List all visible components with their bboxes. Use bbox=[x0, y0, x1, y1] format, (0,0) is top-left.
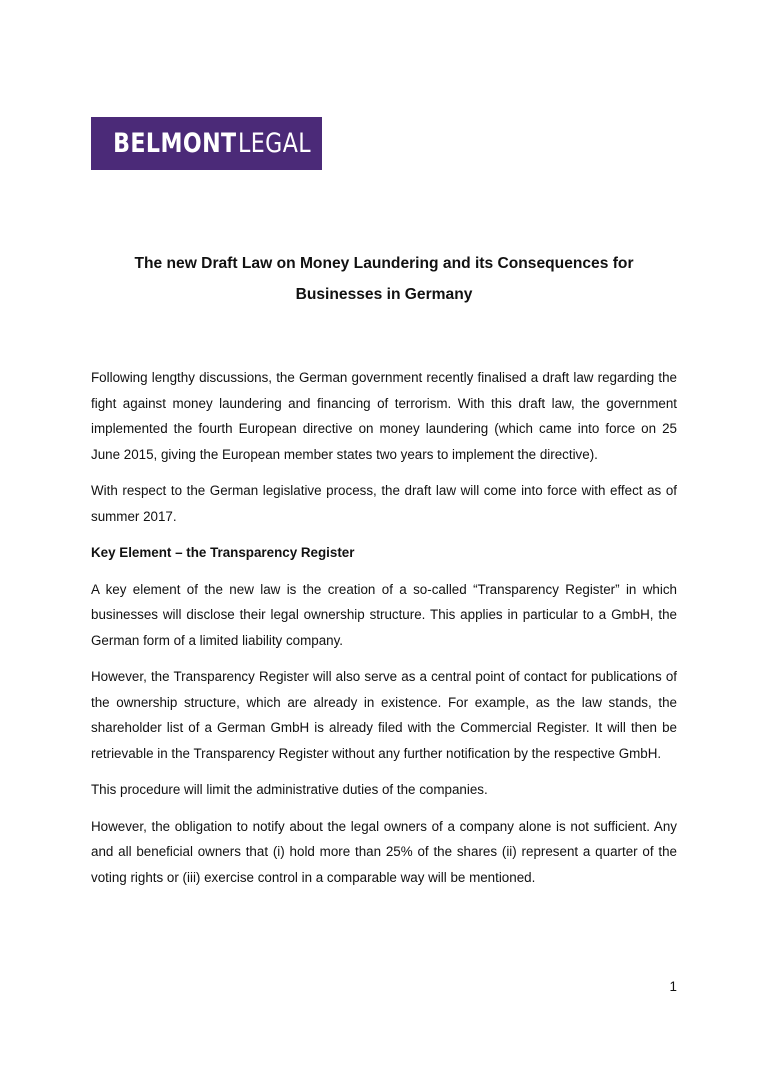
paragraph-beneficial-owners: However, the obligation to notify about the legal owners of a company alone is not sufficient. Any and all beneficial owners that (i) hold more than 25% of the shares (ii) represent a quarter of the voting rights or (iii) exercise control in a comparable way will be mentioned. bbox=[91, 818, 677, 885]
page-number: 1 bbox=[669, 979, 677, 994]
paragraph-legislative-process: With respect to the German legislative process, the draft law will come into force with effect as of summer 2017. bbox=[91, 483, 677, 524]
logo-text-left: BELMONT bbox=[112, 128, 237, 159]
belmont-legal-logo bbox=[91, 117, 322, 170]
paragraph-intro: Following lengthy discussions, the German government recently finalised a draft law regarding the fight against money laundering and financing of terrorism. With this draft law, the government implemented the fourth European directive on money laundering (which came into force on 25 June 2015, giving the European member states two years to implement the directive). bbox=[91, 370, 677, 462]
document-title: The new Draft Law on Money Laundering and its Consequences for Businesses in Germany bbox=[134, 255, 634, 303]
paragraph-transparency-register: A key element of the new law is the creation of a so-called “Transparency Register” in which businesses will disclose their legal ownership structure. This applies in particular to a GmbH, the German form of a limited liability company. bbox=[91, 581, 677, 648]
paragraph-central-contact: However, the Transparency Register will also serve as a central point of contact for publications of the ownership structure, which are already in existence. For example, as the law stands, the shareholder list of a German GmbH is already filed with the Commercial Register. It will then be retrievable in the Transparency Register without any further notification by the respective GmbH. bbox=[91, 669, 677, 761]
document-body bbox=[91, 365, 677, 901]
section-heading: Key Element – the Transparency Register bbox=[91, 545, 355, 560]
logo-text-right: LEGAL bbox=[238, 128, 312, 159]
paragraph-administrative-duties: This procedure will limit the administrative duties of the companies. bbox=[91, 782, 488, 797]
